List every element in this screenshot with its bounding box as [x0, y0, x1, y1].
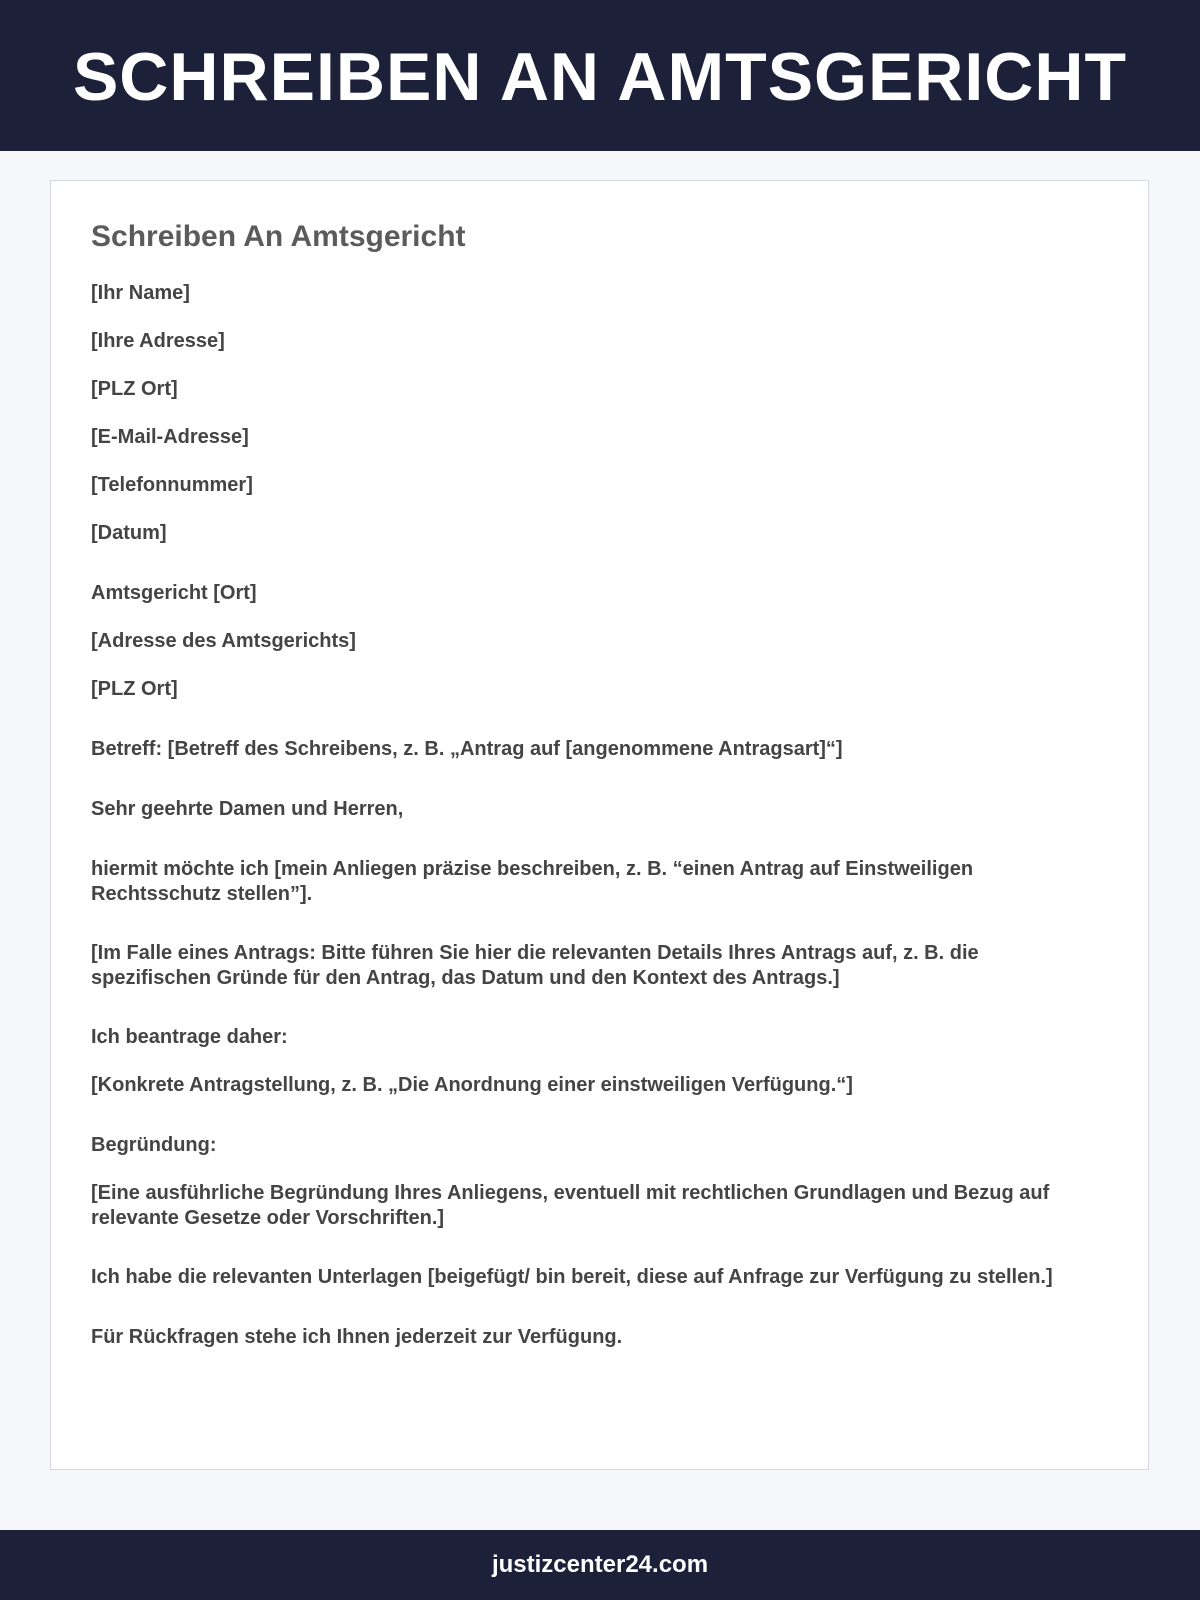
subject-line: Betreff: [Betreff des Schreibens, z. B. „Antrag auf [angenommene Antragsart]“] — [91, 738, 843, 760]
reason-paragraph: [Eine ausführliche Begründung Ihres Anliegens, eventuell mit rechtlichen Grundlagen und Bezug auf relevante Gesetze oder Vorschriften.] — [91, 1182, 1050, 1229]
details-paragraph: [Im Falle eines Antrags: Bitte führen Sie hier die relevanten Details Ihres Antrags auf, z. B. die spezifischen Gründe für den Antrag, das Datum und den Kontext des Antrags.] — [91, 942, 979, 989]
request-label: Ich beantrage daher: — [91, 1026, 288, 1048]
letter-date: [Datum] — [91, 522, 167, 544]
recipient-city: [PLZ Ort] — [91, 678, 178, 700]
request-text: [Konkrete Antragstellung, z. B. „Die Anordnung einer einstweiligen Verfügung.“] — [91, 1074, 853, 1096]
banner-title: SCHREIBEN AN AMTSGERICHT — [72, 38, 1128, 115]
intro-paragraph: hiermit möchte ich [mein Anliegen präzise beschreiben, z. B. “einen Antrag auf Einstweiligen Rechtsschutz stellen”]. — [91, 858, 974, 905]
sender-city: [PLZ Ort] — [91, 378, 178, 400]
sender-email: [E-Mail-Adresse] — [91, 426, 249, 448]
letter-heading: Schreiben An Amtsgericht — [91, 220, 466, 253]
footer-bar — [0, 1530, 1200, 1600]
recipient-address: [Adresse des Amtsgerichts] — [91, 630, 356, 652]
sender-address: [Ihre Adresse] — [91, 330, 225, 352]
sender-name: [Ihr Name] — [91, 282, 190, 304]
recipient-court: Amtsgericht [Ort] — [91, 582, 257, 604]
reason-label: Begründung: — [91, 1134, 217, 1156]
closing-paragraph: Für Rückfragen stehe ich Ihnen jederzeit zur Verfügung. — [91, 1326, 623, 1348]
footer-site-link[interactable]: justizcenter24.com — [491, 1551, 709, 1578]
letter-card — [50, 180, 1149, 1470]
salutation: Sehr geehrte Damen und Herren, — [91, 798, 404, 820]
documents-paragraph: Ich habe die relevanten Unterlagen [beigefügt/ bin bereit, diese auf Anfrage zur Verfügung zu stellen.] — [91, 1266, 1053, 1288]
top-banner — [0, 0, 1200, 151]
sender-phone: [Telefonnummer] — [91, 474, 253, 496]
